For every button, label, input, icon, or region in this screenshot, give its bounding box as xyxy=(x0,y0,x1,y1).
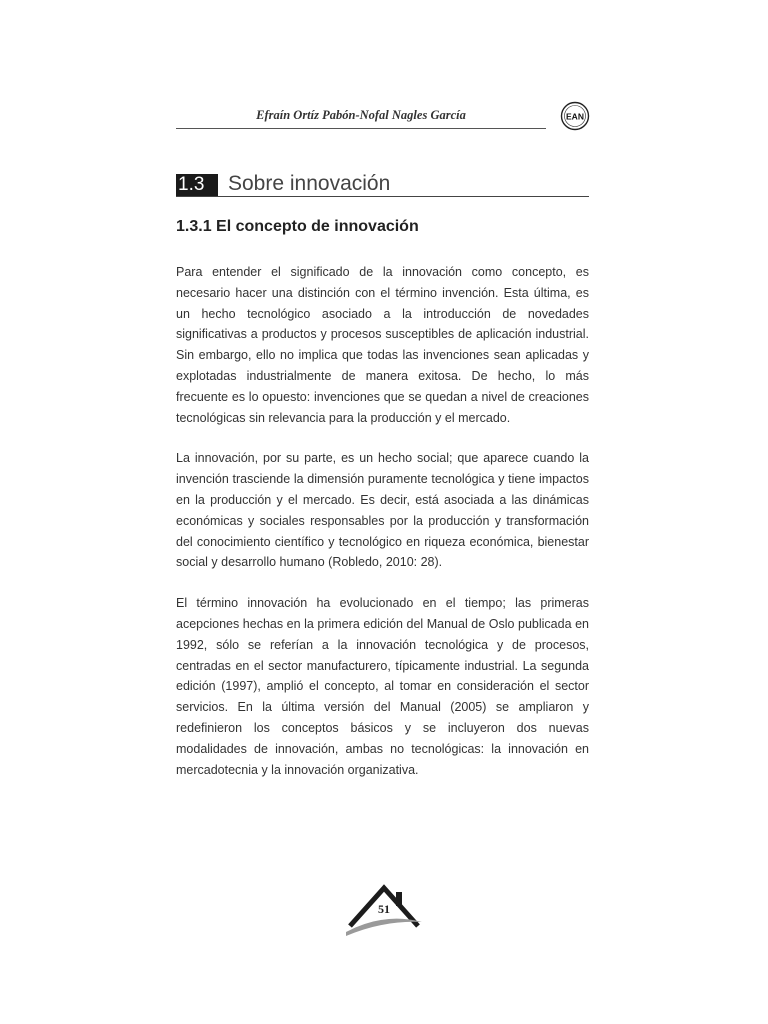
subsection-title: 1.3.1 El concepto de innovación xyxy=(176,218,419,235)
university-logo xyxy=(560,101,590,131)
page-number: 51 xyxy=(378,902,390,916)
section-title: Sobre innovación xyxy=(228,172,391,195)
header-authors: Efraín Ortíz Pabón-Nofal Nagles García xyxy=(256,108,466,122)
paragraph: La innovación, por su parte, es un hecho social; que aparece cuando la invención trasciende la dimensión puramente tecnológica y tiene impactos en la producción y el mercado. Es decir, está asociada a las dinámicas económicas y sociales responsables por la producción y transformación del conocimiento científico y tecnológico en riqueza económica, bienestar social y desarrollo humano (Robledo, 2010: 28). xyxy=(176,451,589,570)
running-header xyxy=(176,100,546,129)
body-text xyxy=(176,262,589,800)
section-heading xyxy=(176,172,589,197)
paragraph: El término innovación ha evolucionado en el tiempo; las primeras acepciones hechas en la primera edición del Manual de Oslo publicada en 1992, sólo se referían a la innovación tecnológica y de procesos, centradas en el sector manufacturero, típicamente industrial. La segunda edición (1997), amplió el concepto, al tomar en consideración el sector servicios. En la última versión del Manual (2005) se ampliaron y redefinieron los conceptos básicos y se incluyeron dos nuevas modalidades de innovación, ambas no tecnológicas: la innovación en mercadotecnia y la innovación organizativa. xyxy=(176,596,589,777)
paragraph: Para entender el significado de la innovación como concepto, es necesario hacer una distinción con el término invención. Esta última, es un hecho tecnológico asociado a la introducción de novedades significativas a productos y procesos susceptibles de aplicación industrial. Sin embargo, ello no implica que todas las invenciones sean aplicadas y explotadas industrialmente de manera exitosa. De hecho, lo más frecuente es lo opuesto: invenciones que se quedan a nivel de creaciones tecnológicas sin relevancia para la producción y el mercado. xyxy=(176,265,589,425)
logo-text: EAN xyxy=(566,111,584,122)
section-number: 1.3 xyxy=(176,174,218,196)
